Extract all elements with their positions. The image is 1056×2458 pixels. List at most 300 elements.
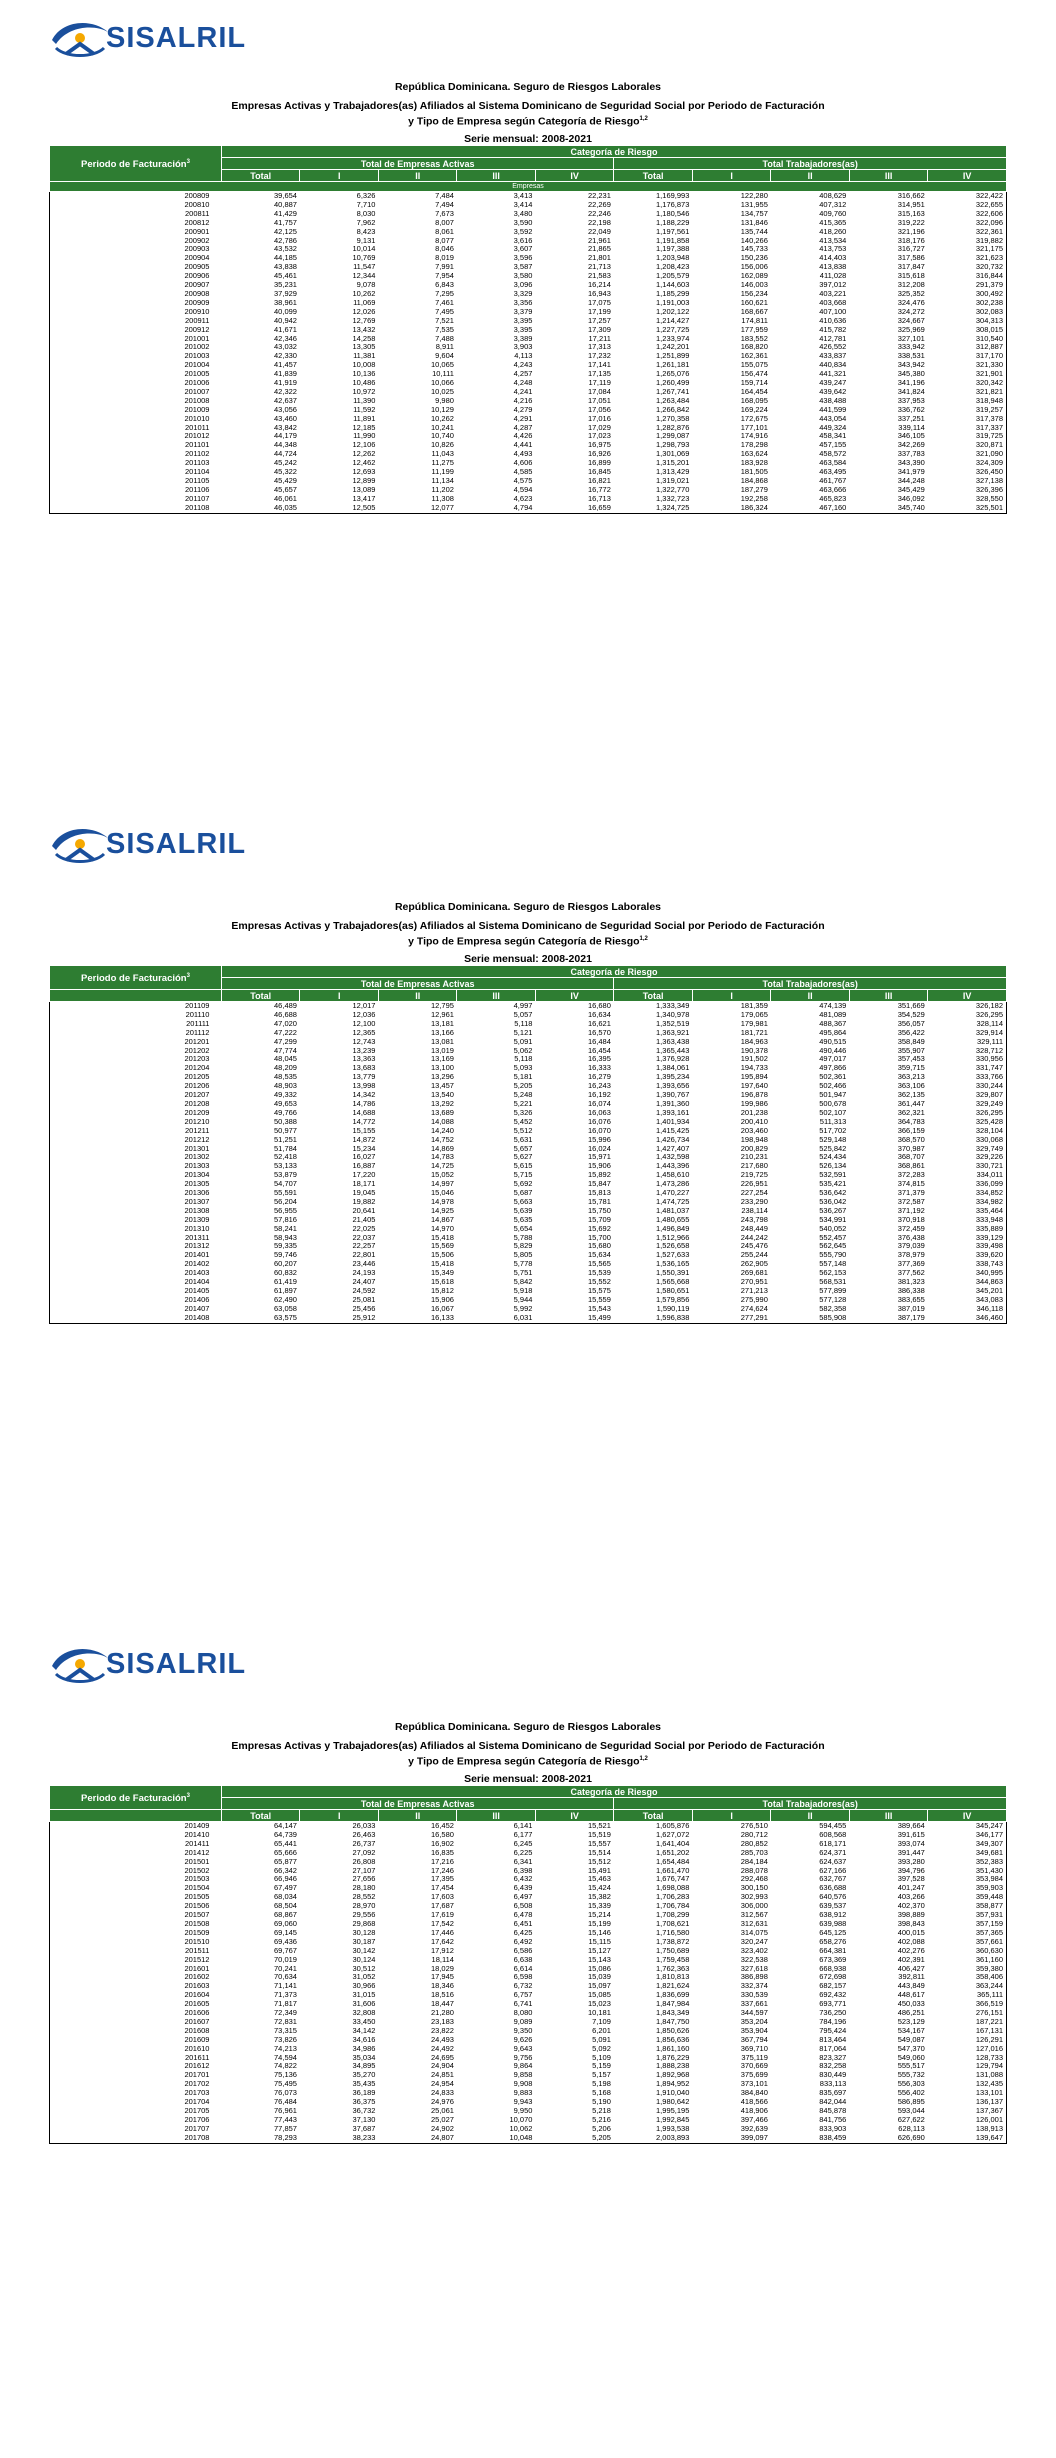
value-cell: 15,680: [587, 1241, 611, 1251]
value-cell: 16,926: [587, 449, 611, 459]
value-cell: 29,556: [352, 1910, 376, 1920]
value-cell: 61,419: [274, 1277, 297, 1287]
value-cell: 330,539: [740, 1990, 768, 2000]
value-cell: 458,572: [819, 449, 847, 459]
value-cell: 59,746: [274, 1250, 297, 1260]
value-cell: 1,188,229: [656, 217, 690, 227]
value-cell: 15,634: [587, 1250, 611, 1260]
value-cell: 13,296: [430, 1072, 454, 1082]
value-cell: 1,313,429: [656, 467, 690, 477]
value-cell: 6,341: [513, 1856, 533, 1866]
value-cell: 15,046: [430, 1188, 454, 1198]
value-cell: 5,057: [513, 1009, 533, 1019]
value-cell: 1,894,952: [656, 2079, 690, 2089]
value-cell: 1,641,404: [656, 1838, 690, 1848]
value-cell: 15,039: [587, 1972, 611, 1982]
value-cell: 448,617: [897, 1990, 925, 2000]
value-cell: 6,598: [513, 1972, 533, 1982]
value-cell: 44,348: [274, 440, 297, 450]
value-cell: 331,747: [975, 1063, 1003, 1073]
value-cell: 12,017: [352, 1001, 376, 1010]
value-cell: 1,415,425: [656, 1125, 690, 1135]
value-cell: 5,159: [592, 2061, 611, 2071]
value-cell: 322,096: [975, 217, 1003, 227]
value-cell: 41,429: [274, 208, 297, 218]
col-header: IV: [535, 1810, 613, 1822]
value-cell: 359,903: [975, 1883, 1003, 1893]
value-cell: 1,759,458: [656, 1954, 690, 1964]
value-cell: 1,251,899: [656, 351, 690, 361]
value-cell: 1,876,229: [656, 2052, 690, 2062]
period-cell: 201010: [184, 413, 210, 423]
value-cell: 17,029: [587, 422, 611, 432]
value-cell: 10,048: [457, 2134, 535, 2143]
value-cell: 12,262: [352, 449, 376, 459]
value-cell: 16,067: [430, 1303, 454, 1313]
value-cell: 368,570: [897, 1134, 925, 1144]
col-header: I: [692, 990, 770, 1002]
value-cell: 22,801: [352, 1250, 376, 1260]
value-cell: 15,709: [587, 1214, 611, 1224]
period-cell: 201306: [184, 1188, 210, 1198]
value-cell: 397,466: [740, 2114, 768, 2124]
value-cell: 284,184: [740, 1856, 768, 1866]
value-cell: 407,100: [819, 306, 847, 316]
period-cell: 201510: [184, 1936, 210, 1946]
value-cell: 53,133: [274, 1161, 297, 1171]
value-cell: 594,455: [819, 1821, 847, 1830]
value-cell: 9,950: [513, 2106, 533, 2115]
value-cell: 163,624: [740, 449, 768, 459]
value-cell: 21,961: [587, 235, 611, 245]
value-cell: 41,757: [274, 217, 297, 227]
value-cell: 169,224: [740, 404, 768, 414]
value-cell: 377,562: [897, 1268, 925, 1278]
value-cell: 23,183: [430, 2016, 454, 2026]
value-cell: 639,537: [819, 1901, 847, 1911]
value-cell: 418,906: [740, 2106, 768, 2115]
value-cell: 379,039: [897, 1241, 925, 1251]
value-cell: 6,586: [513, 1945, 533, 1955]
value-cell: 833,903: [819, 2123, 847, 2133]
value-cell: 255,244: [740, 1250, 768, 1260]
period-cell: 201409: [184, 1821, 210, 1830]
value-cell: 47,774: [274, 1045, 297, 1055]
value-cell: 6,757: [513, 1990, 533, 2000]
value-cell: 317,378: [975, 413, 1003, 423]
period-cell: 201704: [184, 2097, 210, 2107]
value-cell: 302,993: [740, 1892, 768, 1902]
value-cell: 6,432: [513, 1874, 533, 1884]
value-cell: 11,202: [431, 484, 454, 494]
period-cell: 201506: [184, 1901, 210, 1911]
value-cell: 16,063: [587, 1107, 611, 1117]
value-cell: 138,913: [975, 2123, 1003, 2133]
value-cell: 322,655: [975, 199, 1003, 209]
period-cell: 201707: [184, 2123, 210, 2133]
col-header: II: [771, 170, 849, 182]
value-cell: 162,089: [740, 271, 768, 281]
value-cell: 330,956: [975, 1054, 1003, 1064]
value-cell: 322,538: [740, 1954, 768, 1964]
value-cell: 317,170: [975, 351, 1003, 361]
value-cell: 13,417: [352, 493, 376, 503]
value-cell: 784,196: [819, 2016, 847, 2026]
value-cell: 6,177: [513, 1829, 533, 1839]
value-cell: 1,333,349: [656, 1001, 690, 1010]
value-cell: 517,702: [819, 1125, 847, 1135]
value-cell: 280,712: [740, 1829, 768, 1839]
value-cell: 1,850,626: [656, 2025, 690, 2035]
value-cell: 200,410: [740, 1116, 768, 1126]
logo-text: SISALRIL: [106, 22, 247, 54]
value-cell: 22,246: [587, 208, 611, 218]
value-cell: 21,405: [352, 1214, 376, 1224]
value-cell: 275,990: [740, 1294, 768, 1304]
period-cell: 200907: [184, 280, 210, 290]
value-cell: 12,036: [352, 1009, 376, 1019]
period-cell: 201112: [185, 1027, 210, 1037]
value-cell: 15,539: [587, 1268, 611, 1278]
value-cell: 354,529: [897, 1009, 925, 1019]
value-cell: 17,542: [430, 1918, 454, 1928]
value-cell: 402,276: [897, 1945, 925, 1955]
value-cell: 5,663: [513, 1196, 533, 1206]
value-cell: 323,402: [740, 1945, 768, 1955]
value-cell: 16,192: [587, 1090, 611, 1100]
value-cell: 186,324: [692, 504, 770, 513]
value-cell: 534,991: [819, 1214, 847, 1224]
value-cell: 319,725: [975, 431, 1003, 441]
value-cell: 8,030: [356, 208, 376, 218]
value-cell: 316,844: [975, 271, 1003, 281]
value-cell: 17,454: [430, 1883, 454, 1893]
value-cell: 335,889: [975, 1223, 1003, 1233]
value-cell: 334,852: [975, 1188, 1003, 1198]
period-column-header: [50, 146, 222, 182]
value-cell: 177,959: [740, 324, 768, 334]
value-cell: 3,596: [513, 253, 533, 263]
value-cell: 139,647: [928, 2134, 1007, 2143]
value-cell: 328,550: [975, 493, 1003, 503]
period-cell: 201012: [184, 431, 210, 441]
col-header: Total: [614, 990, 692, 1002]
value-cell: 16,074: [587, 1098, 611, 1108]
value-cell: 69,145: [274, 1927, 297, 1937]
value-cell: 15,971: [587, 1152, 611, 1162]
value-cell: 1,197,388: [656, 244, 690, 254]
value-cell: 76,484: [274, 2097, 297, 2107]
table-row: [50, 1314, 1007, 1323]
value-cell: 155,075: [740, 360, 768, 370]
value-cell: 5,326: [513, 1107, 533, 1117]
value-cell: 1,365,443: [656, 1045, 690, 1055]
value-cell: 2,003,893: [614, 2134, 692, 2143]
value-cell: 5,118: [514, 1018, 533, 1028]
value-cell: 9,089: [513, 2016, 533, 2026]
value-cell: 4,248: [513, 378, 533, 388]
value-cell: 8,080: [513, 2008, 533, 2018]
value-cell: 16,899: [587, 458, 611, 468]
value-cell: 16,772: [587, 484, 611, 494]
value-cell: 413,534: [819, 235, 847, 245]
value-cell: 6,225: [513, 1847, 533, 1857]
value-cell: 664,381: [819, 1945, 847, 1955]
value-cell: 532,591: [819, 1170, 847, 1180]
value-cell: 627,622: [897, 2114, 925, 2124]
value-cell: 133,101: [975, 2088, 1003, 2098]
value-cell: 312,631: [740, 1918, 768, 1928]
value-cell: 377,369: [897, 1259, 925, 1269]
period-cell: 201109: [185, 1001, 210, 1010]
value-cell: 23,446: [352, 1259, 376, 1269]
logo-text: SISALRIL: [106, 1648, 247, 1680]
value-cell: 78,293: [221, 2134, 299, 2143]
value-cell: 46,688: [274, 1009, 297, 1019]
value-cell: 271,213: [740, 1286, 768, 1295]
value-cell: 474,139: [819, 1001, 847, 1010]
value-cell: 337,251: [897, 413, 925, 423]
value-cell: 3,096: [513, 280, 533, 290]
value-cell: 345,380: [897, 369, 925, 379]
value-cell: 1,836,699: [656, 1990, 690, 2000]
value-cell: 321,821: [975, 386, 1003, 396]
value-cell: 24,833: [430, 2088, 454, 2098]
value-cell: 497,017: [819, 1054, 847, 1064]
value-cell: 17,075: [587, 297, 611, 307]
period-cell: 200902: [184, 235, 210, 245]
value-cell: 1,698,088: [656, 1883, 690, 1893]
period-cell: 201609: [184, 2034, 210, 2044]
value-cell: 3,389: [513, 333, 533, 343]
value-cell: 1,401,934: [656, 1116, 690, 1126]
value-cell: 7,488: [435, 333, 454, 343]
value-cell: 327,138: [975, 476, 1003, 485]
value-cell: 183,928: [740, 458, 768, 468]
value-cell: 1,536,165: [656, 1259, 690, 1269]
value-cell: 16,279: [587, 1072, 611, 1082]
period-cell: 200908: [184, 288, 210, 298]
value-cell: 13,019: [430, 1045, 454, 1055]
value-cell: 4,606: [513, 458, 533, 468]
value-cell: 14,872: [352, 1134, 376, 1144]
value-cell: 1,260,499: [656, 378, 690, 388]
value-cell: 183,552: [740, 333, 768, 343]
value-cell: 43,032: [274, 342, 297, 352]
value-cell: 58,241: [274, 1223, 297, 1233]
value-cell: 15,418: [430, 1232, 454, 1242]
value-cell: 13,305: [352, 342, 376, 352]
value-cell: 219,725: [740, 1170, 768, 1180]
value-cell: 359,448: [975, 1892, 1003, 1902]
value-cell: 36,189: [352, 2088, 376, 2098]
period-cell: 201203: [184, 1054, 210, 1064]
value-cell: 582,358: [819, 1303, 847, 1313]
value-cell: 65,441: [274, 1838, 297, 1848]
value-cell: 66,946: [274, 1874, 297, 1884]
value-cell: 353,204: [740, 2016, 768, 2026]
col-header: I: [692, 1810, 770, 1822]
value-cell: 162,361: [740, 351, 768, 361]
value-cell: 74,594: [274, 2052, 297, 2062]
value-cell: 410,636: [819, 315, 847, 325]
value-cell: 16,452: [430, 1821, 454, 1830]
period-cell: 201304: [184, 1170, 210, 1180]
value-cell: 463,666: [819, 484, 847, 494]
value-cell: 15,906: [587, 1161, 611, 1171]
value-cell: 20,641: [352, 1205, 376, 1215]
period-cell: 201610: [184, 2043, 210, 2053]
value-cell: 555,517: [897, 2061, 925, 2071]
value-cell: 4,997: [513, 1001, 533, 1010]
value-cell: 66,342: [274, 1865, 297, 1875]
value-cell: 502,361: [819, 1072, 847, 1082]
value-cell: 184,868: [740, 476, 768, 485]
value-cell: 5,205: [513, 1081, 533, 1091]
value-cell: 31,606: [352, 1999, 376, 2009]
value-cell: 22,198: [587, 217, 611, 227]
value-cell: 277,291: [692, 1314, 770, 1323]
value-cell: 25,061: [430, 2106, 454, 2115]
value-cell: 632,767: [819, 1874, 847, 1884]
value-cell: 131,088: [975, 2070, 1003, 2080]
value-cell: 838,459: [771, 2134, 849, 2143]
value-cell: 159,714: [740, 378, 768, 388]
col-header-blank: [50, 1810, 222, 1822]
value-cell: 42,786: [274, 235, 297, 245]
value-cell: 15,115: [588, 1936, 611, 1946]
value-cell: 534,167: [897, 2025, 925, 2035]
value-cell: 60,832: [274, 1268, 297, 1278]
value-cell: 32,808: [352, 2008, 376, 2018]
value-cell: 15,127: [587, 1945, 611, 1955]
period-header-text: Periodo de Facturación: [81, 159, 187, 171]
value-cell: 443,849: [897, 1981, 925, 1991]
value-cell: 1,267,741: [656, 386, 690, 396]
value-cell: 306,000: [740, 1901, 768, 1911]
value-cell: 70,634: [274, 1972, 297, 1982]
value-cell: 1,214,427: [656, 315, 690, 325]
value-cell: 44,179: [274, 431, 297, 441]
value-cell: 8,046: [435, 244, 454, 254]
period-cell: 201202: [184, 1045, 210, 1055]
value-cell: 71,141: [274, 1981, 297, 1991]
value-cell: 44,185: [274, 253, 297, 263]
value-cell: 300,492: [975, 288, 1003, 298]
value-cell: 194,733: [740, 1063, 768, 1073]
value-cell: 16,713: [587, 493, 611, 503]
value-cell: 58,943: [274, 1232, 297, 1242]
value-cell: 3,356: [513, 297, 533, 307]
value-cell: 320,247: [740, 1936, 768, 1946]
value-cell: 16,070: [587, 1125, 611, 1135]
value-cell: 310,540: [975, 333, 1003, 343]
value-cell: 315,163: [897, 208, 925, 218]
value-cell: 418,260: [819, 226, 847, 236]
value-cell: 3,607: [513, 244, 533, 254]
value-cell: 8,061: [435, 226, 454, 236]
value-cell: 136,137: [975, 2097, 1003, 2107]
value-cell: 639,988: [819, 1918, 847, 1928]
value-cell: 140,266: [740, 235, 768, 245]
period-cell: 201310: [184, 1223, 210, 1233]
value-cell: 5,512: [513, 1125, 533, 1135]
value-cell: 1,384,061: [656, 1063, 690, 1073]
value-cell: 316,727: [897, 244, 925, 254]
value-cell: 156,006: [740, 262, 768, 272]
table-row: [50, 2134, 1007, 2143]
value-cell: 329,111: [977, 1036, 1003, 1046]
value-cell: 12,693: [352, 467, 376, 477]
value-cell: 227,254: [740, 1188, 768, 1198]
value-cell: 5,918: [513, 1286, 533, 1295]
value-cell: 76,961: [274, 2106, 297, 2115]
value-cell: 15,812: [430, 1286, 454, 1295]
value-cell: 1,270,358: [656, 413, 690, 423]
value-cell: 1,363,438: [656, 1036, 690, 1046]
value-cell: 69,060: [274, 1918, 297, 1928]
value-cell: 4,623: [513, 493, 533, 503]
value-cell: 490,515: [819, 1036, 847, 1046]
period-cell: 201302: [184, 1152, 210, 1162]
col-header-blank: [50, 990, 222, 1002]
period-cell: 201005: [184, 369, 210, 379]
value-cell: 25,456: [352, 1303, 376, 1313]
period-cell: 201004: [184, 360, 210, 370]
companies-group-header: Total de Empresas Activas: [221, 978, 613, 990]
report-subtitle-text: y Tipo de Empresa según Categoría de Riesgo: [408, 115, 640, 128]
value-cell: 59,335: [274, 1241, 297, 1251]
value-cell: 12,769: [352, 315, 376, 325]
value-cell: 17,084: [587, 386, 611, 396]
col-header: Total: [221, 1810, 299, 1822]
value-cell: 1,301,069: [656, 449, 690, 459]
value-cell: 6,497: [513, 1892, 533, 1902]
value-cell: 375,699: [740, 2070, 768, 2080]
value-cell: 129,794: [975, 2061, 1003, 2071]
value-cell: 3,413: [513, 191, 533, 200]
value-cell: 9,980: [435, 395, 454, 405]
value-cell: 326,295: [975, 1009, 1003, 1019]
value-cell: 1,527,633: [656, 1250, 690, 1260]
value-cell: 37,929: [274, 288, 297, 298]
value-cell: 13,457: [430, 1081, 454, 1091]
value-cell: 326,182: [975, 1001, 1003, 1010]
value-cell: 1,892,968: [656, 2070, 690, 2080]
value-cell: 14,925: [430, 1205, 454, 1215]
value-cell: 357,365: [975, 1927, 1003, 1937]
value-cell: 5,788: [513, 1232, 533, 1242]
period-cell: 201507: [184, 1910, 210, 1920]
value-cell: 41,671: [274, 324, 297, 334]
value-cell: 12,106: [352, 440, 376, 450]
value-cell: 358,406: [975, 1972, 1003, 1982]
value-cell: 16,024: [587, 1143, 611, 1153]
value-cell: 41,919: [274, 378, 297, 388]
value-cell: 178,298: [740, 440, 768, 450]
value-cell: 203,460: [740, 1125, 768, 1135]
value-cell: 345,429: [897, 484, 925, 494]
period-cell: 201108: [50, 504, 222, 513]
report-subtitle: [0, 1753, 1056, 1769]
period-cell: 201311: [185, 1232, 210, 1242]
value-cell: 524,434: [819, 1152, 847, 1162]
value-cell: 69,767: [274, 1945, 297, 1955]
value-cell: 17,945: [430, 1972, 454, 1982]
value-cell: 6,141: [513, 1821, 533, 1830]
value-cell: 320,732: [975, 262, 1003, 272]
value-cell: 17,309: [587, 324, 611, 334]
